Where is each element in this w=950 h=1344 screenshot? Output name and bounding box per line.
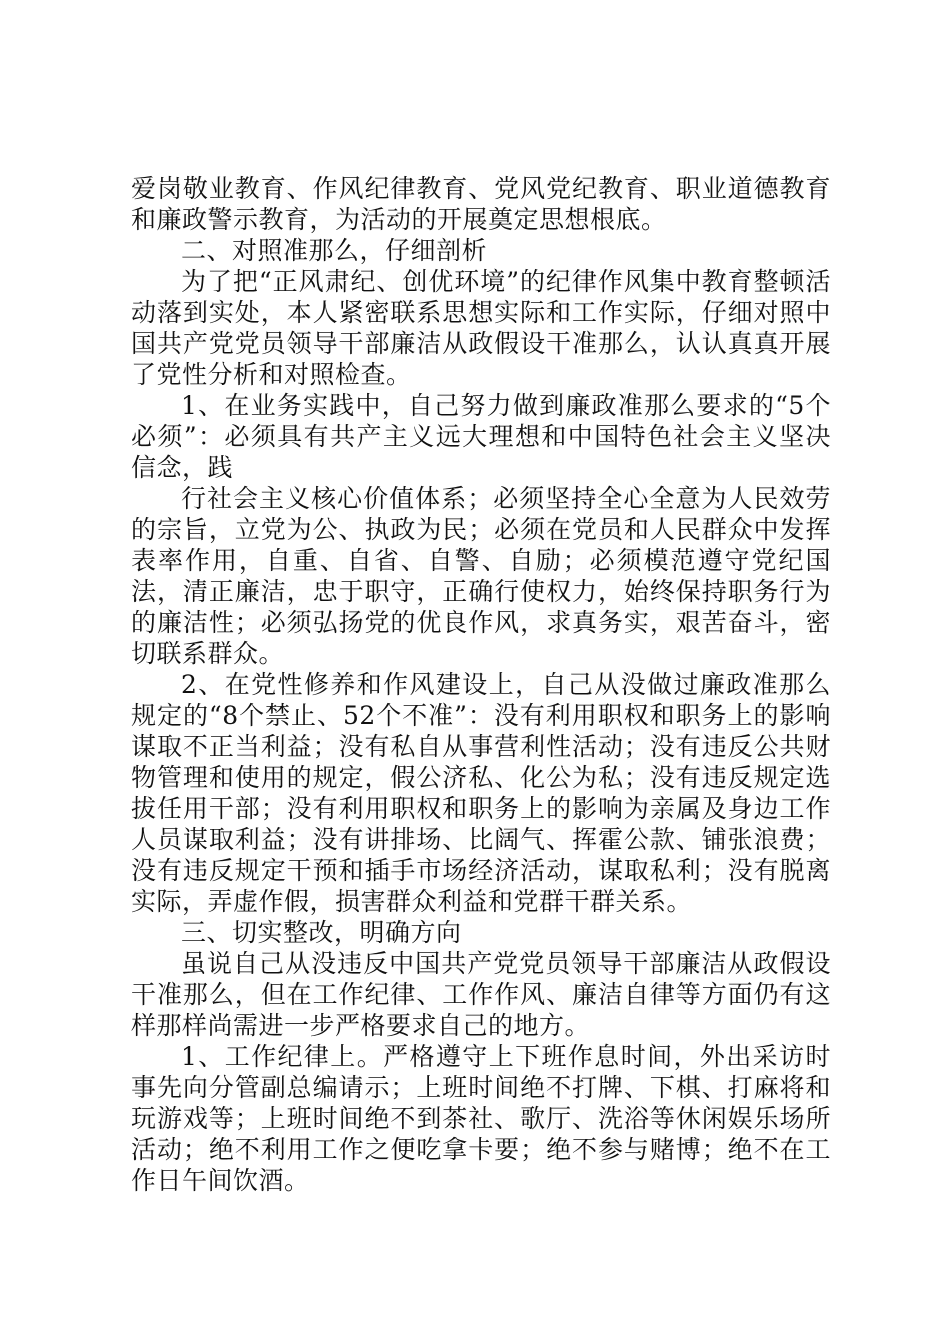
- paragraph-eight-prohibitions: 2、在党性修养和作风建设上，自己从没做过廉政准那么规定的“8个禁止、52个不准”：没有利用职权和职务上的影响谋取不正当利益；没有私自从事营利性活动；没有违反公共财物管理和使用的规定，假公济私、化公为私；没有违反规定选拔任用干部；没有利用职权和职务上的影响为亲属及身边工作人员谋取利益；没有讲排场、比阔气、挥霍公款、铺张浪费；没有违反规定干预和插手市场经济活动，谋取私利；没有脱离实际，弄虚作假，损害群众利益和党群干群关系。: [131, 670, 831, 916]
- paragraph-five-musts-list: 行社会主义核心价值体系；必须坚持全心全意为人民效劳的宗旨，立党为公、执政为民；必须在党员和人民群众中发挥表率作用，自重、自省、自警、自励；必须模范遵守党纪国法，清正廉洁，忠于职守，正确行使权力，始终保持职务行为的廉洁性；必须弘扬党的优良作风，求真务实，艰苦奋斗，密切联系群众。: [131, 484, 831, 668]
- section-heading-two: 二、对照准那么，仔细剖析: [181, 236, 488, 265]
- section-heading-three: 三、切实整改，明确方向: [181, 918, 462, 947]
- paragraph-work-discipline: 1、工作纪律上。严格遵守上下班作息时间，外出采访时事先向分管副总编请示；上班时间绝不打牌、下棋、打麻将和玩游戏等；上班时间绝不到茶社、歌厅、洗浴等休闲娱乐场所活动；绝不利用工作之便吃拿卡要；绝不参与赌博；绝不在工作日午间饮酒。: [131, 1042, 831, 1195]
- paragraph-five-musts-intro: 1、在业务实践中，自己努力做到廉政准那么要求的“5个必须”：必须具有共产主义远大理想和中国特色社会主义坚决信念，践: [131, 391, 831, 482]
- paragraph-education-continued: 爱岗敬业教育、作风纪律教育、党风党纪教育、职业道德教育和廉政警示教育，为活动的开展奠定思想根底。: [131, 174, 831, 234]
- paragraph-improvement-intro: 虽说自己从没违反中国共产党党员领导干部廉洁从政假设干准那么，但在工作纪律、工作作风、廉洁自律等方面仍有这样那样尚需进一步严格要求自己的地方。: [131, 949, 831, 1040]
- document-body: [131, 173, 831, 1196]
- paragraph-self-analysis: 为了把“正风肃纪、创优环境”的纪律作风集中教育整顿活动落到实处，本人紧密联系思想实际和工作实际，仔细对照中国共产党党员领导干部廉洁从政假设干准那么，认认真真开展了党性分析和对照检查。: [131, 267, 831, 389]
